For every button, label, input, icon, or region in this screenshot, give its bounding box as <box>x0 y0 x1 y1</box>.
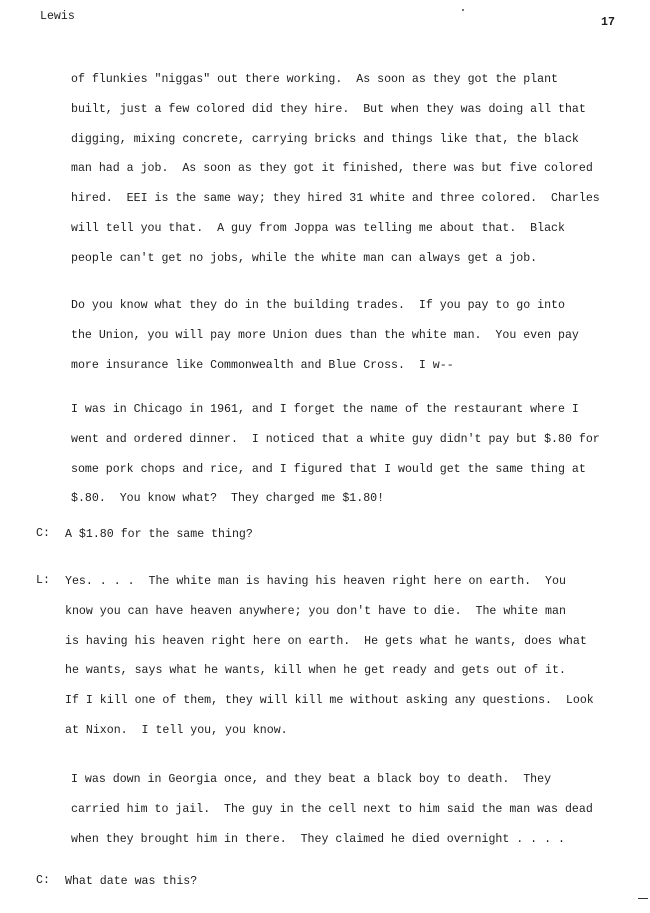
text-line: built, just a few colored did they hire. But when they was doing all that <box>71 102 586 116</box>
speaker-turn <box>65 520 253 550</box>
text-line: of flunkies "niggas" out there working. As soon as they got the plant <box>71 73 559 86</box>
text-line: hired. EEI is the same way; they hired 31 white and three colored. Charles <box>71 192 600 206</box>
paragraph-1 <box>71 65 641 274</box>
speaker-label: C: <box>36 874 50 887</box>
text-line: at Nixon. I tell you, you know. <box>65 723 288 737</box>
text-line: $.80. You know what? They charged me $1.80! <box>71 492 385 506</box>
text-line: What date was this? <box>65 875 198 888</box>
speaker-turn <box>65 567 594 746</box>
text-line: people can't get no jobs, while the white man can always get a job. <box>71 251 538 265</box>
text-line: A $1.80 for the same thing? <box>65 528 253 541</box>
scan-speck <box>462 9 464 11</box>
text-line: the Union, you will pay more Union dues than the white man. You even pay <box>71 328 579 342</box>
text-line: Yes. . . . The white man is having his heaven right here on earth. You <box>65 575 566 588</box>
text-line: If I kill one of them, they will kill me without asking any questions. Look <box>65 694 594 708</box>
text-line: know you can have heaven anywhere; you don't have to die. The white man <box>65 604 566 618</box>
text-line: will tell you that. A guy from Joppa was telling me about that. Black <box>71 221 565 235</box>
page-edge-mark <box>638 898 648 899</box>
text-line: when they brought him in there. They claimed he died overnight . . . . <box>71 832 565 846</box>
speaker-label: C: <box>36 527 50 540</box>
text-line: digging, mixing concrete, carrying bricks and things like that, the black <box>71 132 579 146</box>
text-line: Do you know what they do in the building trades. If you pay to go into <box>71 299 565 312</box>
paragraph-2 <box>71 291 641 380</box>
text-line: is having his heaven right here on earth. He gets what he wants, does what <box>65 634 587 648</box>
text-line: I was down in Georgia once, and they beat a black boy to death. They <box>71 773 552 786</box>
page-number: 17 <box>601 16 615 29</box>
speaker-turn <box>65 867 197 897</box>
paragraph-4 <box>71 765 641 854</box>
text-line: I was in Chicago in 1961, and I forget the name of the restaurant where I <box>71 403 579 416</box>
paragraph-3 <box>71 395 641 514</box>
text-line: man had a job. As soon as they got it finished, there was but five colored <box>71 162 593 176</box>
speaker-label: L: <box>36 574 50 587</box>
text-line: he wants, says what he wants, kill when he get ready and gets out of it. <box>65 664 566 678</box>
text-line: went and ordered dinner. I noticed that a white guy didn't pay but $.80 for <box>71 432 600 446</box>
header-speaker-name: Lewis <box>40 10 75 23</box>
text-line: some pork chops and rice, and I figured that I would get the same thing at <box>71 462 586 476</box>
text-line: more insurance like Commonwealth and Blue Cross. I w-- <box>71 358 454 372</box>
text-line: carried him to jail. The guy in the cell next to him said the man was dead <box>71 802 593 816</box>
